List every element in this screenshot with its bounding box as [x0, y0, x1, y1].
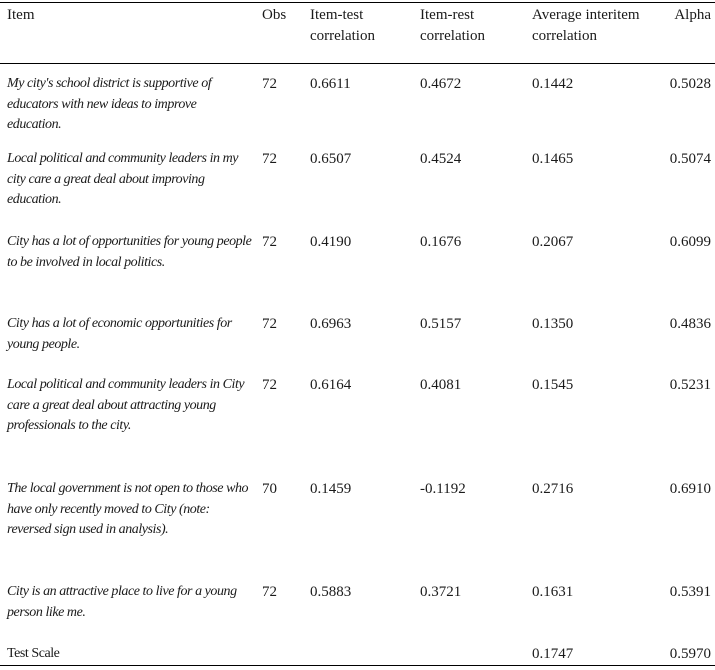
cell-avg-interitem: 0.1545: [532, 377, 574, 393]
cell-item-test: 0.4190: [310, 234, 352, 250]
cell-item-rest: [420, 634, 532, 665]
cell-item-rest: 0.4672: [420, 76, 462, 92]
cell-alpha: 0.5028: [669, 76, 711, 92]
cell-item-test: 0.6164: [310, 377, 352, 393]
cell-item: My city's school district is supportive of educators with new ideas to improve education.: [7, 76, 212, 132]
cell-obs: 72: [262, 316, 277, 332]
header-item: Item: [7, 7, 35, 23]
cell-item-rest: 0.1676: [420, 234, 462, 250]
header-row: [0, 3, 715, 64]
table-row: [0, 572, 715, 634]
cell-obs: 70: [262, 481, 277, 497]
cell-obs: 72: [262, 151, 277, 167]
cell-avg-interitem: 0.1350: [532, 316, 574, 332]
cell-avg-interitem: 0.1747: [532, 646, 574, 662]
header-alpha: Alpha: [674, 7, 711, 23]
item-reliability-table: [0, 2, 715, 666]
cell-alpha: 0.5970: [669, 646, 711, 662]
table-row: [0, 64, 715, 140]
cell-obs: 72: [262, 377, 277, 393]
cell-item-rest: 0.4524: [420, 151, 462, 167]
table-row: [0, 222, 715, 304]
cell-alpha: 0.5231: [669, 377, 711, 393]
cell-item-test: 0.1459: [310, 481, 352, 497]
cell-alpha: 0.5391: [669, 584, 711, 600]
header-avg-interitem: Average interitem correlation: [532, 7, 640, 44]
cell-item-rest: 0.5157: [420, 316, 462, 332]
cell-item-test: [310, 634, 420, 665]
cell-alpha: 0.4836: [669, 316, 711, 332]
header-obs: Obs: [262, 7, 287, 23]
cell-obs: 72: [262, 234, 277, 250]
cell-item-test: 0.6611: [310, 76, 351, 92]
cell-avg-interitem: 0.1442: [532, 76, 574, 92]
cell-alpha: 0.6099: [669, 234, 711, 250]
cell-item-rest: 0.3721: [420, 584, 462, 600]
cell-avg-interitem: 0.1631: [532, 584, 574, 600]
table-row: [0, 469, 715, 572]
cell-obs: 72: [262, 76, 277, 92]
table-row: [0, 365, 715, 469]
cell-alpha: 0.5074: [669, 151, 711, 167]
test-scale-row: [0, 634, 715, 665]
cell-item: Local political and community leaders in City care a great deal about attracting young professionals to the city.: [7, 377, 245, 433]
cell-item-test: 0.6963: [310, 316, 352, 332]
cell-item: The local government is not open to those who have only recently moved to City (note: reversed sign used in analysis).: [7, 481, 249, 537]
cell-avg-interitem: 0.2716: [532, 481, 574, 497]
cell-item: Local political and community leaders in my city care a great deal about improving education.: [7, 151, 239, 207]
cell-item: City is an attractive place to live for a young person like me.: [7, 584, 237, 620]
cell-item-rest: -0.1192: [420, 481, 466, 497]
cell-obs: [262, 634, 310, 665]
cell-avg-interitem: 0.1465: [532, 151, 574, 167]
cell-item-rest: 0.4081: [420, 377, 462, 393]
table-row: [0, 139, 715, 222]
header-item-rest: Item-rest correlation: [420, 7, 485, 44]
cell-item: City has a lot of economic opportunities for young people.: [7, 316, 232, 352]
header-item-test: Item-test correlation: [310, 7, 375, 44]
cell-item-test: 0.5883: [310, 584, 352, 600]
test-scale-label: Test Scale: [7, 646, 60, 661]
cell-item: City has a lot of opportunities for young people to be involved in local politics.: [7, 234, 252, 270]
cell-alpha: 0.6910: [669, 481, 711, 497]
cell-avg-interitem: 0.2067: [532, 234, 574, 250]
table-row: [0, 304, 715, 365]
cell-item-test: 0.6507: [310, 151, 352, 167]
cell-obs: 72: [262, 584, 277, 600]
